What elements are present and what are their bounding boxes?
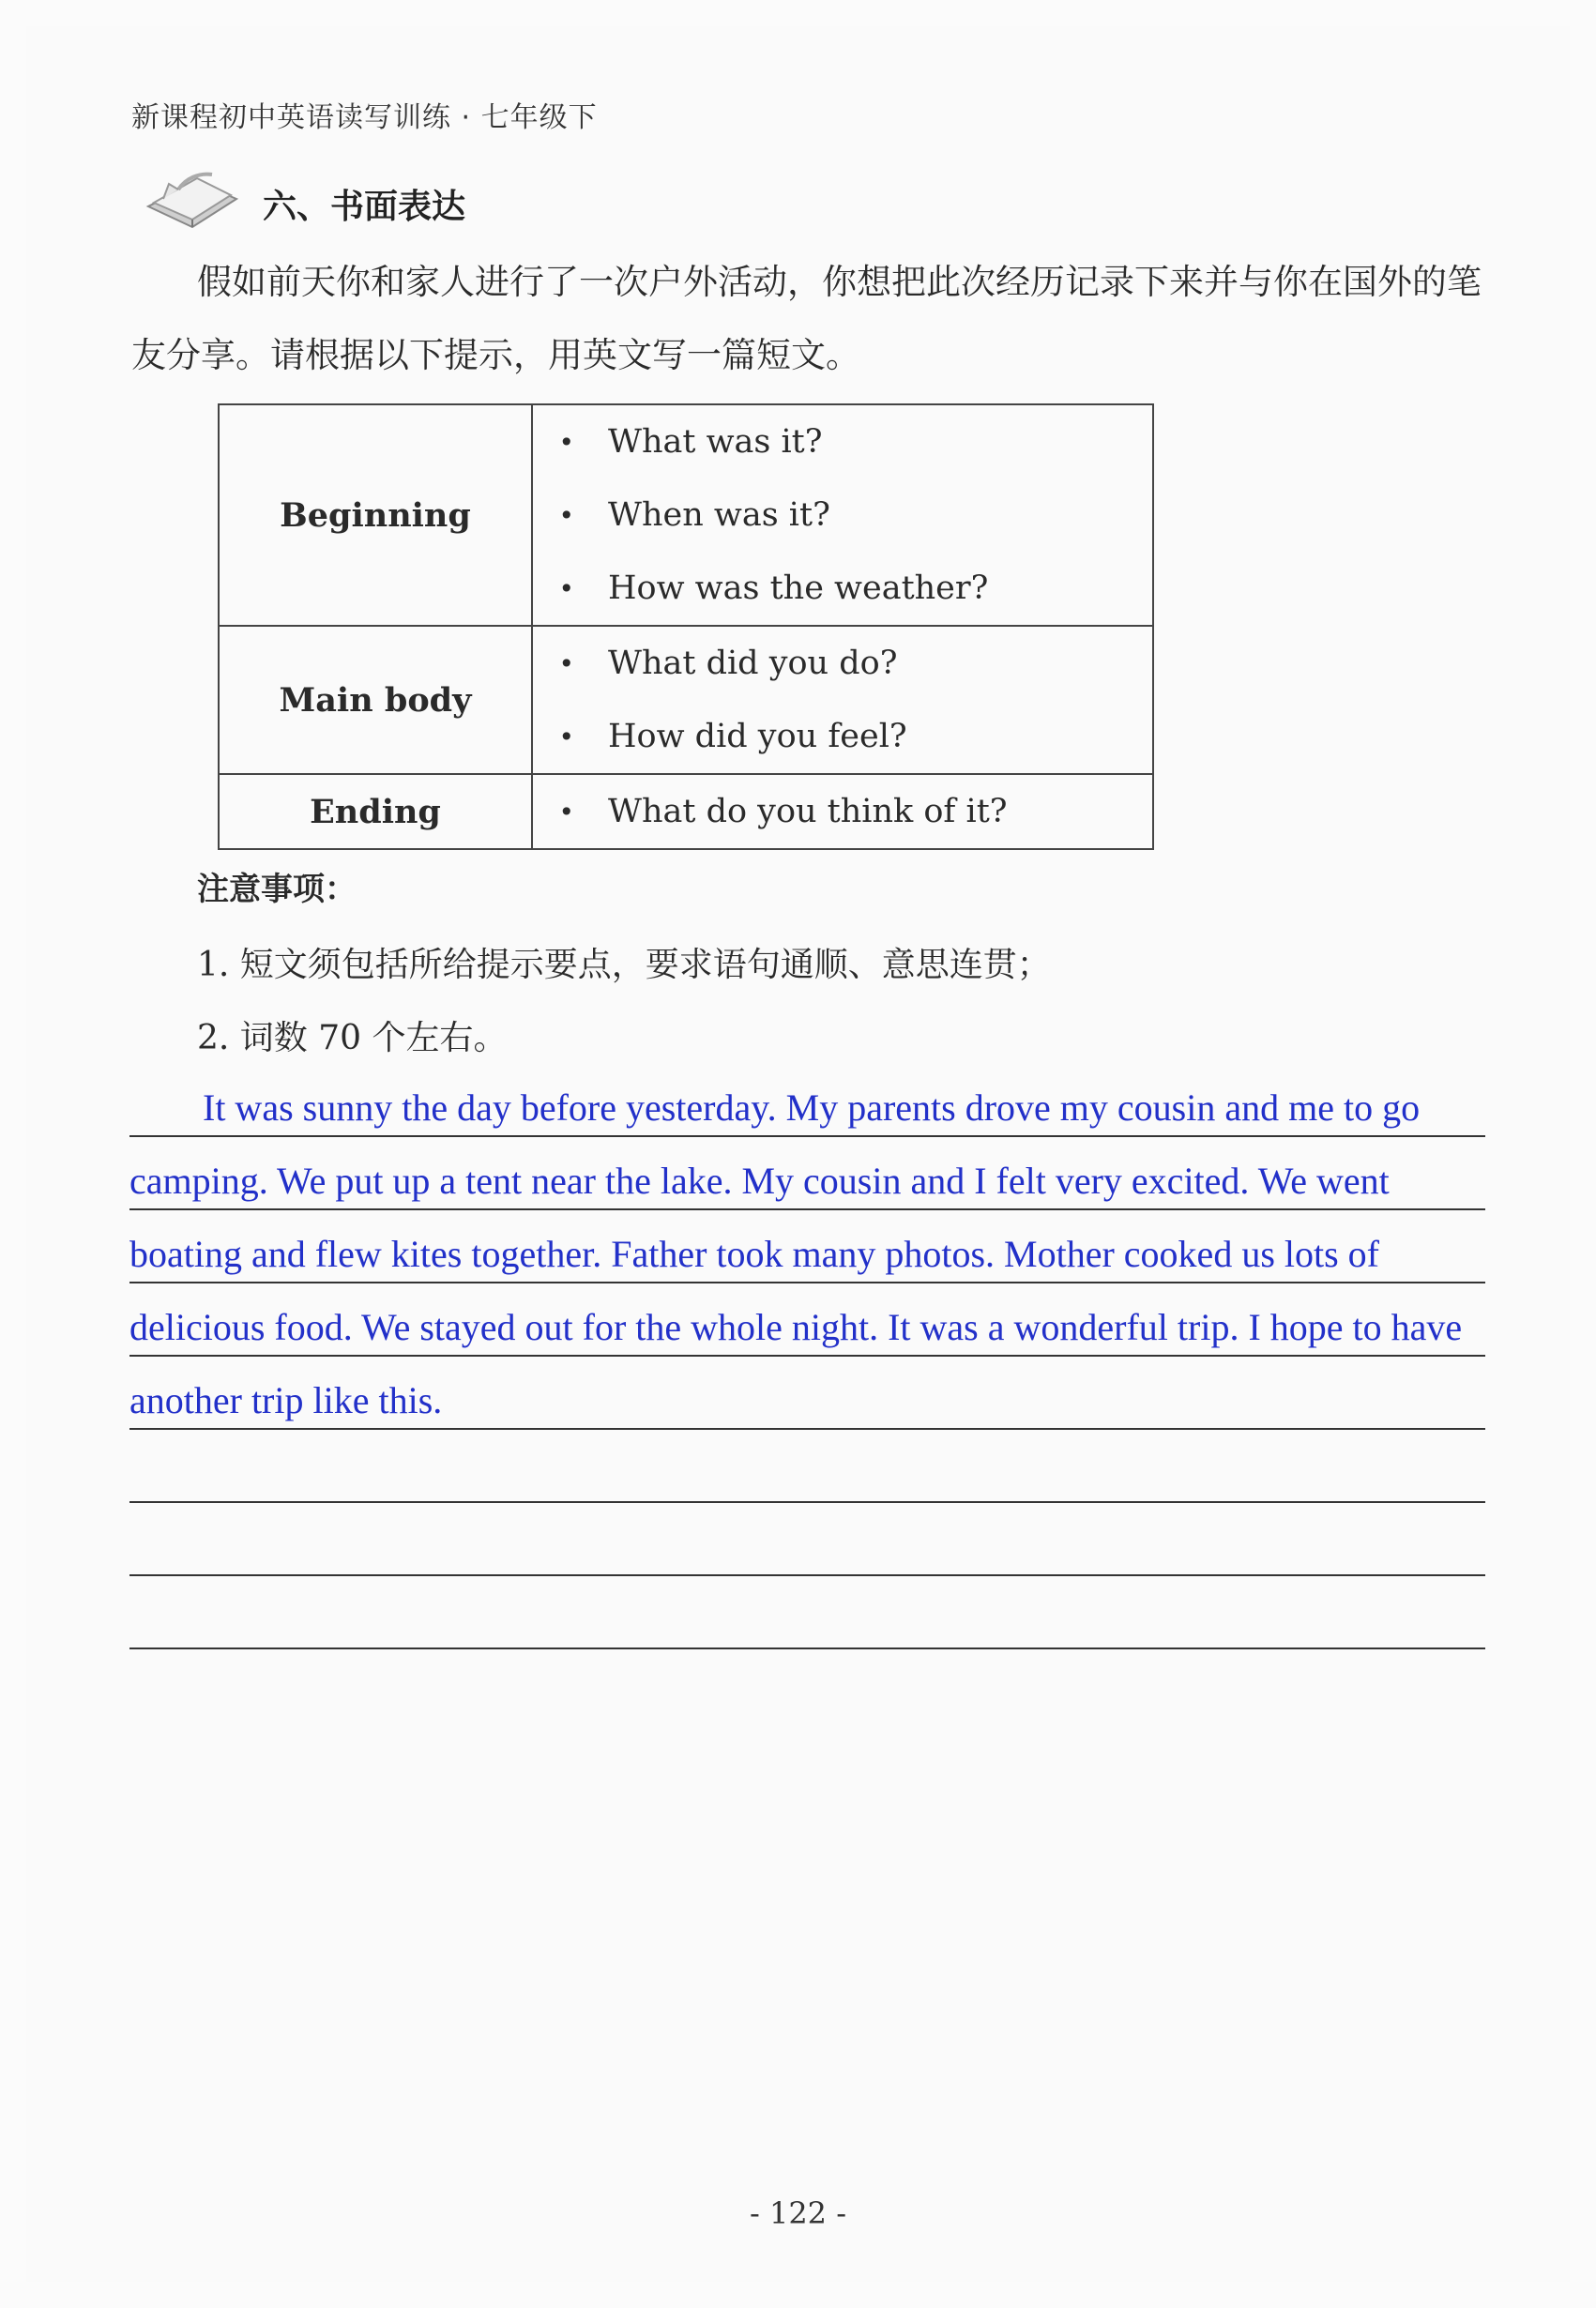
outline-row-ending bbox=[219, 774, 1153, 849]
bullet-icon: • bbox=[558, 499, 574, 531]
ruled-line bbox=[129, 1574, 1485, 1649]
part-label: Ending bbox=[219, 774, 532, 849]
section-title: 六、书面表达 bbox=[263, 188, 466, 226]
outline-row-beginning bbox=[219, 404, 1153, 626]
outline-question: • What did you do? bbox=[533, 627, 1152, 700]
note-item: 1. 短文须包括所给提示要点，要求语句通顺、意思连贯； bbox=[197, 946, 1051, 984]
outline-table bbox=[218, 403, 1154, 850]
writing-prompt: 假如前天你和家人进行了一次户外活动，你想把此次经历记录下来并与你在国外的笔友分享。请根据以下提示，用英文写一篇短文。 bbox=[131, 262, 1482, 375]
outline-question: • What was it? bbox=[533, 405, 1152, 478]
bullet-icon: • bbox=[558, 572, 574, 604]
bullet-icon: • bbox=[558, 647, 574, 679]
outline-question: • What do you think of it? bbox=[533, 775, 1152, 848]
open-book-icon bbox=[141, 161, 244, 236]
running-head: 新课程初中英语读写训练 · 七年级下 bbox=[131, 101, 598, 134]
bullet-icon: • bbox=[558, 426, 574, 458]
page-number: - 122 - bbox=[749, 2195, 847, 2231]
outline-question: • How did you feel? bbox=[533, 700, 1152, 773]
outline-question: • When was it? bbox=[533, 478, 1152, 552]
bullet-icon: • bbox=[558, 796, 574, 828]
ruled-line bbox=[129, 1428, 1485, 1503]
outline-question: • How was the weather? bbox=[533, 552, 1152, 625]
note-item: 2. 词数 70 个左右。 bbox=[197, 1019, 508, 1057]
bullet-icon: • bbox=[558, 721, 574, 752]
handwritten-answer: It was sunny the day before yesterday. My parents drove my cousin and me to go camping. We put up a tent near the lake. My cousin and I felt very excited. We went boating and flew kites together. Father took many photos. Mother cooked us lots of delicious food. We stayed out for the whole night. It was a wonderful trip. I hope to have another trip like this. bbox=[129, 1086, 1463, 1421]
notes-title: 注意事项： bbox=[197, 871, 357, 908]
ruled-line bbox=[129, 1501, 1485, 1576]
outline-row-main-body bbox=[219, 626, 1153, 774]
part-label: Beginning bbox=[219, 404, 532, 626]
part-label: Main body bbox=[219, 626, 532, 774]
